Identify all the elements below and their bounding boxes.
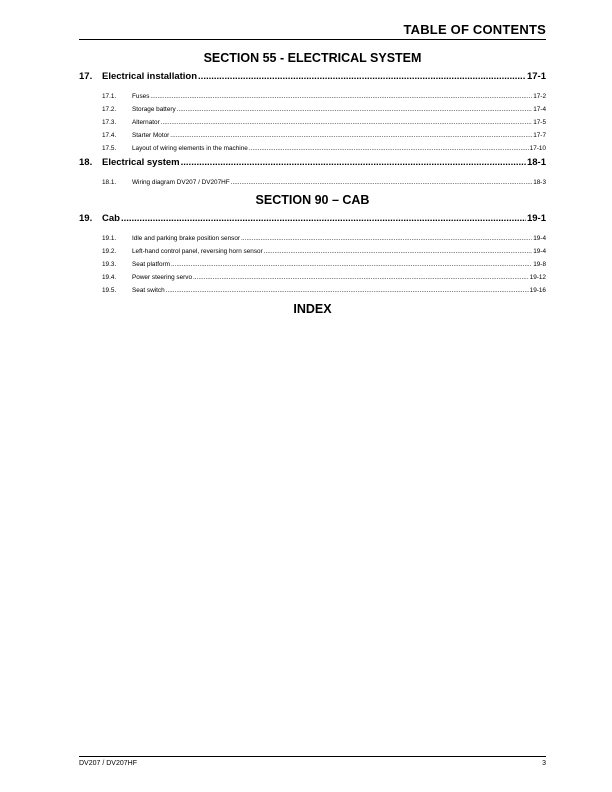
dot-leader [249,142,529,155]
chapter-page: 18-1 [526,157,546,168]
footer-model: DV207 / DV207HF [79,760,137,767]
item-page: 17-4 [533,106,546,114]
toc-chapter-entry[interactable] [79,213,546,224]
item-title: Fuses [132,93,150,100]
item-page: 17-7 [533,132,546,140]
item-title: Alternator [132,119,160,127]
dot-leader [161,116,532,129]
toc-item[interactable] [102,116,546,129]
item-page: 19-8 [533,261,546,269]
toc-item[interactable] [102,284,546,297]
toc-item[interactable] [102,142,546,155]
toc-item[interactable] [102,129,546,142]
item-number: 17.2. [102,106,117,114]
toc-chapter-18 [79,157,546,168]
toc-items-18 [79,176,546,189]
chapter-page: 19-1 [526,213,546,224]
section-title-90: SECTION 90 – CAB [255,193,370,207]
footer-divider [79,756,546,757]
section-title-55: SECTION 55 - ELECTRICAL SYSTEM [203,51,422,65]
toc-item[interactable] [102,103,546,116]
item-number: 19.4. [102,274,117,282]
toc-items-19 [79,232,546,297]
item-title: Idle and parking brake position sensor [132,235,240,242]
toc-item[interactable] [102,258,546,271]
toc-chapter-17 [79,71,546,82]
dot-leader [231,176,533,189]
item-title: Seat platform [132,261,171,269]
dot-leader [198,71,526,82]
toc-item[interactable] [102,245,546,258]
dot-leader [177,103,533,116]
item-title: Layout of wiring elements in the machine [132,145,248,153]
dot-leader [193,271,529,284]
toc-items-17 [79,90,546,155]
item-number: 17.3. [102,119,117,127]
item-title: Power steering servo [132,274,193,282]
dot-leader [121,213,526,224]
dot-leader [241,232,532,245]
item-number: 19.5. [102,287,117,295]
item-page: 19-12 [529,274,546,282]
item-title: Left-hand control panel, reversing horn sensor [132,248,263,256]
dot-leader [181,157,526,168]
index-title[interactable]: INDEX [293,302,332,316]
dot-leader [150,90,532,103]
toc-item[interactable] [102,176,546,189]
chapter-number: 18. [79,157,93,168]
chapter-page: 17-1 [526,71,546,82]
toc-chapter-entry[interactable] [79,157,546,168]
chapter-title: Cab [102,213,120,224]
item-page: 19-16 [529,287,546,295]
chapter-title: Electrical installation [102,71,198,82]
item-number: 17.5. [102,145,117,153]
item-number: 19.1. [102,235,117,242]
item-page: 17-2 [533,93,546,100]
chapter-number: 19. [79,213,93,224]
item-number: 19.3. [102,261,117,269]
item-title: Starter Motor [132,132,170,140]
page-header-title: TABLE OF CONTENTS [403,22,546,37]
chapter-number: 17. [79,71,93,82]
toc-item[interactable] [102,90,546,103]
item-number: 18.1. [102,179,117,186]
item-page: 19-4 [533,248,546,256]
item-page: 19-4 [533,235,546,242]
dot-leader [264,245,532,258]
header-divider [79,39,546,40]
item-title: Wiring diagram DV207 / DV207HF [132,179,230,186]
toc-item[interactable] [102,271,546,284]
item-number: 17.1. [102,93,117,100]
item-title: Seat switch [132,287,165,295]
item-title: Storage battery [132,106,176,114]
dot-leader [171,258,532,271]
footer-page-number: 3 [542,760,546,767]
item-number: 17.4. [102,132,117,140]
item-page: 18-3 [533,179,546,186]
toc-chapter-entry[interactable] [79,71,546,82]
item-page: 17-5 [533,119,546,127]
item-number: 19.2. [102,248,117,256]
dot-leader [170,129,532,142]
item-page: 17-10 [529,145,546,153]
toc-item[interactable] [102,232,546,245]
toc-chapter-19 [79,213,546,224]
dot-leader [166,284,529,297]
chapter-title: Electrical system [102,157,180,168]
